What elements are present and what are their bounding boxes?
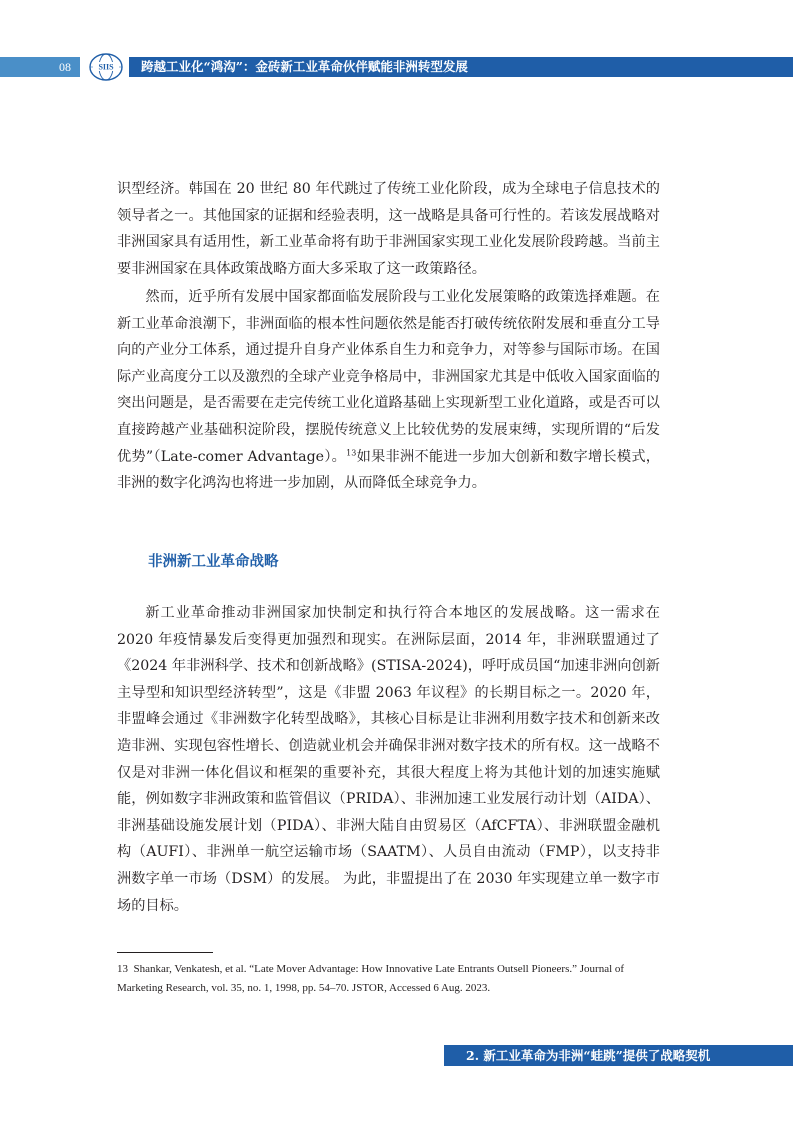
footnote: [117, 960, 660, 997]
footnote-reference[interactable]: 13: [346, 447, 357, 457]
running-footer-section: 2. 新工业革命为非洲“蛙跳”提供了战略契机: [444, 1045, 793, 1066]
body-paragraph-2: [117, 284, 660, 497]
page-number: 08: [0, 57, 80, 77]
paragraph-2-tail: 如果非洲不能进一步加大创新和数字增长模式，非洲的数字化鸿沟也将进一步加剧，从而降低全球竞争力。: [117, 448, 660, 492]
siis-logo: [86, 52, 126, 82]
running-header-title: 跨越工业化“鸿沟”：金砖新工业革命伙伴赋能非洲转型发展: [129, 57, 793, 77]
body-paragraph-1: 识型经济。韩国在 20 世纪 80 年代跳过了传统工业化阶段，成为全球电子信息技术的领导者之一。其他国家的证据和经验表明，这一战略是具备可行性的。若该发展战略对非洲国家具有适用性，新工业革命将有助于非洲国家实现工业化发展阶段跨越。当前主要非洲国家在具体政策战略方面大多采取了这一政策路径。: [117, 181, 660, 277]
footnote-divider: [117, 952, 213, 953]
logo-text: SIIS: [98, 62, 114, 72]
paragraph-2-text: 然而，近乎所有发展中国家都面临发展阶段与工业化发展策略的政策选择难题。在新工业革命浪潮下，非洲面临的根本性问题依然是能否打破传统依附发展和垂直分工导向的产业分工体系，通过提升自身产业体系自生力和竞争力，对等参与国际市场。在国际产业高度分工以及激烈的全球产业竞争格局中，非洲国家尤其是中低收入国家面临的突出问题是，是否需要在走完传统工业化道路基础上实现新型工业化道路，或是否可以直接跨越产业基础积淀阶段，摆脱传统意义上比较优势的发展束缚，实现所谓的“后发优势”（Late-comer Advantage）。: [117, 289, 660, 465]
body-paragraph-3: 新工业革命推动非洲国家加快制定和执行符合本地区的发展战略。这一需求在 2020 年疫情暴发后变得更加强烈和现实。在洲际层面，2014 年，非洲联盟通过了《2024 年非洲科学、技术和创新战略》(STISA-2024)，呼吁成员国“加速非洲向创新主导型和知识型经济转型”，这是《非盟 2063 年议程》的长期目标之一。2020 年，非盟峰会通过《非洲数字化转型战略》，其核心目标是让非洲利用数字技术和创新来改造非洲、实现包容性增长、创造就业机会并确保非洲对数字技术的所有权。这一战略不仅是对非洲一体化倡议和框架的重要补充，其很大程度上将为其他计划的加速实施赋能，例如数字非洲政策和监管倡议（PRIDA）、非洲加速工业发展行动计划（AIDA）、非洲基础设施发展计划（PIDA）、非洲大陆自由贸易区（AfCFTA）、非洲联盟金融机构（AUFI）、非洲单一航空运输市场（SAATM）、人员自由流动（FMP），以支持非洲数字单一市场（DSM）的发展。 为此，非盟提出了在 2030 年实现建立单一数字市场的目标。: [117, 605, 660, 914]
footnote-number: 13: [117, 963, 128, 975]
section-heading: 非洲新工业革命战略: [148, 553, 279, 570]
footnote-text: Shankar, Venkatesh, et al. “Late Mover Advantage: How Innovative Late Entrants Outsell Pioneers.” Journal of Marketing Research, vol. 35, no. 1, 1998, pp. 54–70. JSTOR, Accessed 6 Aug. 2023.: [117, 963, 625, 994]
